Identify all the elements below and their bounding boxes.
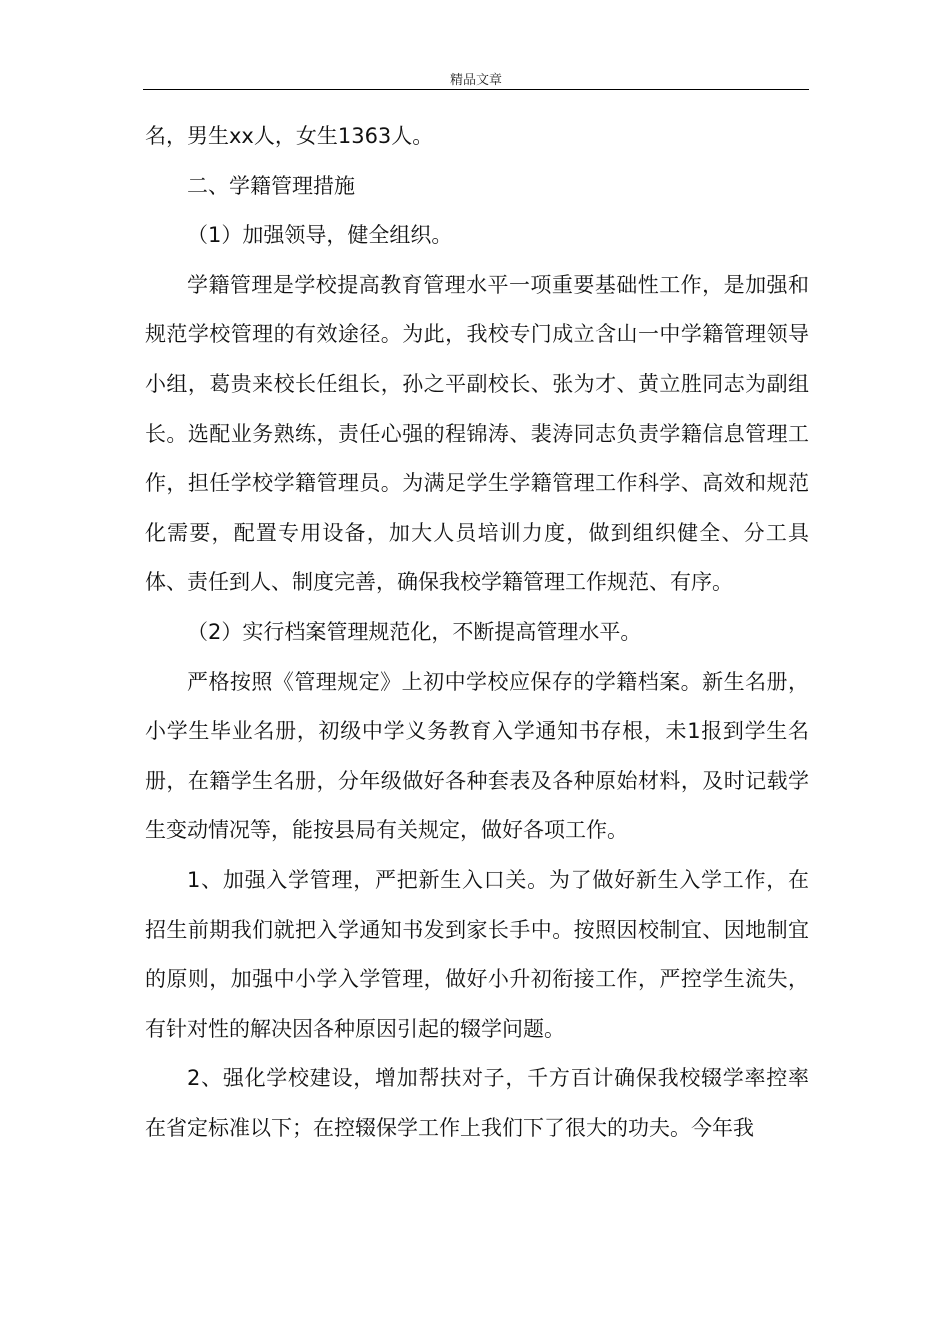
header-divider — [143, 89, 809, 90]
subsection-heading-1: （1）加强领导，健全组织。 — [187, 223, 453, 248]
paragraph-archives: 严格按照《管理规定》上初中学校应保存的学籍档案。新生名册，小学生毕业名册，初级中学义务教育入学通知书存根，未1报到学生名册，在籍学生名册，分年级做好各种套表及各种原始材料，及时记载学生变动情况等，能按县局有关规定，做好各项工作。 — [145, 669, 809, 843]
paragraph-continuation: 名，男生xx人，女生1363人。 — [145, 124, 434, 148]
page-header: 精品文章 — [449, 73, 502, 88]
paragraph-dropout-control: 2、强化学校建设，增加帮扶对子，千方百计确保我校辍学率控率在省定标准以下；在控辍保学工作上我们下了很大的功夫。今年我 — [145, 1066, 809, 1140]
subsection-heading-2: （2）实行档案管理规范化，不断提高管理水平。 — [187, 619, 642, 644]
paragraph-leadership: 学籍管理是学校提高教育管理水平一项重要基础性工作，是加强和规范学校管理的有效途径。为此，我校专门成立含山一中学籍管理领导小组，葛贵来校长任组长，孙之平副校长、张为才、黄立胜同志为副组长。选配业务熟练，责任心强的程锦涛、裴涛同志负责学籍信息管理工作，担任学校学籍管理员。为满足学生学籍管理工作科学、高效和规范化需要，配置专用设备，加大人员培训力度，做到组织健全、分工具体、责任到人、制度完善，确保我校学籍管理工作规范、有序。 — [145, 272, 809, 595]
section-heading: 二、学籍管理措施 — [187, 173, 355, 198]
document-body — [145, 112, 809, 1153]
paragraph-enrollment: 1、加强入学管理，严把新生入口关。为了做好新生入学工作，在招生前期我们就把入学通知书发到家长手中。按照因校制宜、因地制宜的原则，加强中小学入学管理，做好小升初衔接工作，严控学生流失，有针对性的解决因各种原因引起的辍学问题。 — [145, 867, 809, 1041]
